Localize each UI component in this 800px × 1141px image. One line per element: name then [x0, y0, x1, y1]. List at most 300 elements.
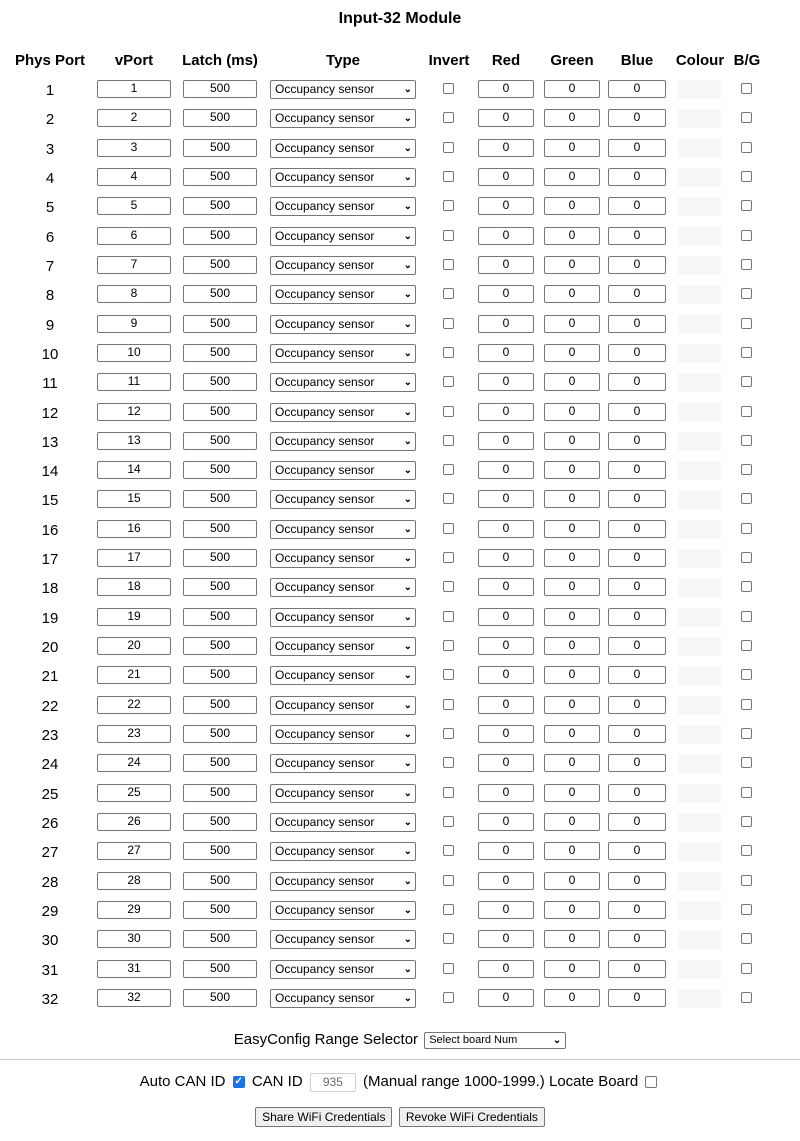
table-row: [0, 840, 800, 869]
latch-input[interactable]: 500: [183, 285, 257, 303]
latch-input[interactable]: 500: [183, 930, 257, 948]
bg-checkbox[interactable]: [741, 288, 752, 299]
red-input[interactable]: 0: [478, 80, 534, 98]
type-select-value: Occupancy sensor: [275, 141, 375, 155]
green-input[interactable]: 0: [544, 901, 600, 919]
blue-input[interactable]: 0: [608, 813, 666, 831]
vport-input[interactable]: 20: [97, 637, 171, 655]
bg-checkbox[interactable]: [741, 699, 752, 710]
vport-input[interactable]: 7: [97, 256, 171, 274]
vport-input[interactable]: 9: [97, 315, 171, 333]
invert-checkbox[interactable]: [443, 963, 454, 974]
header-bg: B/G: [733, 52, 761, 69]
type-select-value: Occupancy sensor: [275, 463, 375, 477]
phys-port-number: 4: [45, 170, 55, 187]
type-select[interactable]: [270, 109, 416, 128]
bg-checkbox[interactable]: [741, 787, 752, 798]
type-select-value: Occupancy sensor: [275, 434, 375, 448]
red-input[interactable]: 0: [478, 227, 534, 245]
blue-input[interactable]: 0: [608, 578, 666, 596]
table-row: [0, 694, 800, 723]
vport-input[interactable]: 24: [97, 754, 171, 772]
bg-checkbox[interactable]: [741, 875, 752, 886]
auto-can-id-checkbox[interactable]: ✓: [234, 1076, 243, 1088]
blue-input[interactable]: 0: [608, 197, 666, 215]
invert-checkbox[interactable]: [443, 728, 454, 739]
vport-input[interactable]: 22: [97, 696, 171, 714]
type-select[interactable]: [270, 520, 416, 539]
invert-checkbox[interactable]: [443, 875, 454, 886]
colour-swatch: [678, 725, 721, 744]
red-input[interactable]: 0: [478, 315, 534, 333]
type-select[interactable]: [270, 754, 416, 773]
red-input[interactable]: 0: [478, 403, 534, 421]
latch-input[interactable]: 500: [183, 784, 257, 802]
green-input[interactable]: 0: [544, 549, 600, 567]
green-input[interactable]: 0: [544, 520, 600, 538]
green-input[interactable]: 0: [544, 285, 600, 303]
type-select[interactable]: [270, 842, 416, 861]
type-select[interactable]: [270, 872, 416, 891]
invert-checkbox[interactable]: [443, 611, 454, 622]
invert-checkbox[interactable]: [443, 318, 454, 329]
red-input[interactable]: 0: [478, 872, 534, 890]
latch-input[interactable]: 500: [183, 168, 257, 186]
bg-checkbox[interactable]: [741, 845, 752, 856]
header-green: Green: [550, 52, 594, 69]
latch-input[interactable]: 500: [183, 813, 257, 831]
type-select[interactable]: [270, 80, 416, 99]
type-select[interactable]: [270, 227, 416, 246]
red-input[interactable]: 0: [478, 549, 534, 567]
green-input[interactable]: 0: [544, 403, 600, 421]
table-row: [0, 987, 800, 1016]
blue-input[interactable]: 0: [608, 930, 666, 948]
blue-input[interactable]: 0: [608, 227, 666, 245]
type-select[interactable]: [270, 490, 416, 509]
easyconfig-range-select[interactable]: [424, 1032, 566, 1049]
latch-input[interactable]: 500: [183, 960, 257, 978]
red-input[interactable]: 0: [478, 256, 534, 274]
red-input[interactable]: 0: [478, 637, 534, 655]
latch-input[interactable]: 500: [183, 256, 257, 274]
latch-input[interactable]: 500: [183, 315, 257, 333]
invert-checkbox[interactable]: [443, 523, 454, 534]
can-id-input[interactable]: 935: [310, 1073, 356, 1092]
type-select-value: Occupancy sensor: [275, 756, 375, 770]
header-type: Type: [326, 52, 360, 69]
blue-input[interactable]: 0: [608, 549, 666, 567]
bg-checkbox[interactable]: [741, 669, 752, 680]
red-input[interactable]: 0: [478, 813, 534, 831]
red-input[interactable]: 0: [478, 197, 534, 215]
latch-input[interactable]: 500: [183, 754, 257, 772]
latch-input[interactable]: 500: [183, 403, 257, 421]
type-select[interactable]: [270, 784, 416, 803]
blue-input[interactable]: 0: [608, 139, 666, 157]
vport-input[interactable]: 12: [97, 403, 171, 421]
type-select[interactable]: [270, 256, 416, 275]
red-input[interactable]: 0: [478, 109, 534, 127]
blue-input[interactable]: 0: [608, 461, 666, 479]
type-select[interactable]: [270, 285, 416, 304]
green-input[interactable]: 0: [544, 696, 600, 714]
invert-checkbox[interactable]: [443, 259, 454, 270]
invert-checkbox[interactable]: [443, 816, 454, 827]
vport-input[interactable]: 3: [97, 139, 171, 157]
vport-input[interactable]: 4: [97, 168, 171, 186]
red-input[interactable]: 0: [478, 461, 534, 479]
bg-checkbox[interactable]: [741, 259, 752, 270]
invert-checkbox[interactable]: [443, 581, 454, 592]
latch-input[interactable]: 500: [183, 637, 257, 655]
table-row: [0, 752, 800, 781]
latch-input[interactable]: 500: [183, 989, 257, 1007]
vport-input[interactable]: 16: [97, 520, 171, 538]
vport-input[interactable]: 28: [97, 872, 171, 890]
invert-checkbox[interactable]: [443, 640, 454, 651]
green-input[interactable]: 0: [544, 80, 600, 98]
chevron-down-icon: ⌄: [403, 641, 412, 652]
green-input[interactable]: 0: [544, 842, 600, 860]
red-input[interactable]: 0: [478, 930, 534, 948]
bg-checkbox[interactable]: [741, 493, 752, 504]
bg-checkbox[interactable]: [741, 112, 752, 123]
green-input[interactable]: 0: [544, 197, 600, 215]
bg-checkbox[interactable]: [741, 523, 752, 534]
table-row: [0, 899, 800, 928]
phys-port-number: 26: [41, 815, 59, 832]
blue-input[interactable]: 0: [608, 168, 666, 186]
invert-checkbox[interactable]: [443, 83, 454, 94]
type-select[interactable]: [270, 637, 416, 656]
type-select[interactable]: [270, 432, 416, 451]
phys-port-number: 18: [41, 580, 59, 597]
header-latch: Latch (ms): [182, 52, 258, 69]
green-input[interactable]: 0: [544, 608, 600, 626]
green-input[interactable]: 0: [544, 256, 600, 274]
bg-checkbox[interactable]: [741, 142, 752, 153]
red-input[interactable]: 0: [478, 901, 534, 919]
type-select[interactable]: [270, 373, 416, 392]
chevron-down-icon: ⌄: [403, 788, 412, 799]
table-row: [0, 723, 800, 752]
latch-input[interactable]: 500: [183, 490, 257, 508]
bg-checkbox[interactable]: [741, 171, 752, 182]
invert-checkbox[interactable]: [443, 376, 454, 387]
type-select-value: Occupancy sensor: [275, 258, 375, 272]
invert-checkbox[interactable]: [443, 787, 454, 798]
blue-input[interactable]: 0: [608, 285, 666, 303]
vport-input[interactable]: 6: [97, 227, 171, 245]
red-input[interactable]: 0: [478, 344, 534, 362]
green-input[interactable]: 0: [544, 666, 600, 684]
latch-input[interactable]: 500: [183, 139, 257, 157]
invert-checkbox[interactable]: [443, 904, 454, 915]
latch-input[interactable]: 500: [183, 80, 257, 98]
red-input[interactable]: 0: [478, 285, 534, 303]
latch-input[interactable]: 500: [183, 461, 257, 479]
latch-input[interactable]: 500: [183, 901, 257, 919]
chevron-down-icon: ⌄: [403, 876, 412, 887]
phys-port-number: 21: [41, 668, 59, 685]
bg-checkbox[interactable]: [741, 230, 752, 241]
blue-input[interactable]: 0: [608, 784, 666, 802]
type-select[interactable]: [270, 461, 416, 480]
table-row: [0, 547, 800, 576]
latch-input[interactable]: 500: [183, 344, 257, 362]
vport-input[interactable]: 30: [97, 930, 171, 948]
red-input[interactable]: 0: [478, 666, 534, 684]
bg-checkbox[interactable]: [741, 611, 752, 622]
type-select[interactable]: [270, 315, 416, 334]
green-input[interactable]: 0: [544, 315, 600, 333]
red-input[interactable]: 0: [478, 784, 534, 802]
red-input[interactable]: 0: [478, 520, 534, 538]
blue-input[interactable]: 0: [608, 403, 666, 421]
green-input[interactable]: 0: [544, 784, 600, 802]
green-input[interactable]: 0: [544, 960, 600, 978]
blue-input[interactable]: 0: [608, 842, 666, 860]
blue-input[interactable]: 0: [608, 490, 666, 508]
invert-checkbox[interactable]: [443, 845, 454, 856]
latch-input[interactable]: 500: [183, 666, 257, 684]
phys-port-number: 23: [41, 727, 59, 744]
latch-input[interactable]: 500: [183, 109, 257, 127]
latch-input[interactable]: 500: [183, 725, 257, 743]
green-input[interactable]: 0: [544, 139, 600, 157]
type-select[interactable]: [270, 344, 416, 363]
red-input[interactable]: 0: [478, 725, 534, 743]
vport-input[interactable]: 8: [97, 285, 171, 303]
bg-checkbox[interactable]: [741, 933, 752, 944]
vport-input[interactable]: 21: [97, 666, 171, 684]
invert-checkbox[interactable]: [443, 493, 454, 504]
latch-input[interactable]: 500: [183, 578, 257, 596]
green-input[interactable]: 0: [544, 432, 600, 450]
red-input[interactable]: 0: [478, 608, 534, 626]
latch-input[interactable]: 500: [183, 197, 257, 215]
bg-checkbox[interactable]: [741, 904, 752, 915]
red-input[interactable]: 0: [478, 139, 534, 157]
invert-checkbox[interactable]: [443, 992, 454, 1003]
invert-checkbox[interactable]: [443, 669, 454, 680]
invert-checkbox[interactable]: [443, 347, 454, 358]
type-select[interactable]: [270, 813, 416, 832]
vport-input[interactable]: 14: [97, 461, 171, 479]
blue-input[interactable]: 0: [608, 666, 666, 684]
vport-input[interactable]: 18: [97, 578, 171, 596]
green-input[interactable]: 0: [544, 754, 600, 772]
invert-checkbox[interactable]: [443, 200, 454, 211]
green-input[interactable]: 0: [544, 168, 600, 186]
bg-checkbox[interactable]: [741, 376, 752, 387]
latch-input[interactable]: 500: [183, 842, 257, 860]
green-input[interactable]: 0: [544, 227, 600, 245]
blue-input[interactable]: 0: [608, 608, 666, 626]
table-row: [0, 870, 800, 899]
type-select[interactable]: [270, 666, 416, 685]
type-select[interactable]: [270, 168, 416, 187]
invert-checkbox[interactable]: [443, 112, 454, 123]
chevron-down-icon: ⌄: [403, 582, 412, 593]
table-row: [0, 576, 800, 605]
latch-input[interactable]: 500: [183, 227, 257, 245]
invert-checkbox[interactable]: [443, 464, 454, 475]
bg-checkbox[interactable]: [741, 318, 752, 329]
type-select[interactable]: [270, 989, 416, 1008]
chevron-down-icon: ⌄: [403, 289, 412, 300]
vport-input[interactable]: 13: [97, 432, 171, 450]
vport-input[interactable]: 5: [97, 197, 171, 215]
phys-port-number: 3: [45, 141, 55, 158]
red-input[interactable]: 0: [478, 842, 534, 860]
blue-input[interactable]: 0: [608, 344, 666, 362]
bg-checkbox[interactable]: [741, 581, 752, 592]
red-input[interactable]: 0: [478, 373, 534, 391]
type-select[interactable]: [270, 930, 416, 949]
latch-input[interactable]: 500: [183, 696, 257, 714]
bg-checkbox[interactable]: [741, 347, 752, 358]
green-input[interactable]: 0: [544, 637, 600, 655]
latch-input[interactable]: 500: [183, 872, 257, 890]
bg-checkbox[interactable]: [741, 816, 752, 827]
green-input[interactable]: 0: [544, 109, 600, 127]
vport-input[interactable]: 10: [97, 344, 171, 362]
green-input[interactable]: 0: [544, 490, 600, 508]
blue-input[interactable]: 0: [608, 637, 666, 655]
revoke-wifi-button[interactable]: Revoke WiFi Credentials: [399, 1107, 545, 1127]
blue-input[interactable]: 0: [608, 901, 666, 919]
bg-checkbox[interactable]: [741, 963, 752, 974]
type-select[interactable]: [270, 608, 416, 627]
blue-input[interactable]: 0: [608, 80, 666, 98]
invert-checkbox[interactable]: [443, 435, 454, 446]
blue-input[interactable]: 0: [608, 520, 666, 538]
vport-input[interactable]: 1: [97, 80, 171, 98]
red-input[interactable]: 0: [478, 989, 534, 1007]
blue-input[interactable]: 0: [608, 754, 666, 772]
vport-input[interactable]: 31: [97, 960, 171, 978]
blue-input[interactable]: 0: [608, 373, 666, 391]
latch-input[interactable]: 500: [183, 432, 257, 450]
red-input[interactable]: 0: [478, 960, 534, 978]
invert-checkbox[interactable]: [443, 552, 454, 563]
blue-input[interactable]: 0: [608, 960, 666, 978]
locate-board-checkbox[interactable]: [645, 1076, 657, 1088]
bg-checkbox[interactable]: [741, 83, 752, 94]
vport-input[interactable]: 26: [97, 813, 171, 831]
vport-input[interactable]: 19: [97, 608, 171, 626]
invert-checkbox[interactable]: [443, 171, 454, 182]
green-input[interactable]: 0: [544, 813, 600, 831]
bg-checkbox[interactable]: [741, 464, 752, 475]
bg-checkbox[interactable]: [741, 640, 752, 651]
red-input[interactable]: 0: [478, 432, 534, 450]
green-input[interactable]: 0: [544, 578, 600, 596]
table-row: [0, 225, 800, 254]
type-select[interactable]: [270, 578, 416, 597]
bg-checkbox[interactable]: [741, 435, 752, 446]
latch-input[interactable]: 500: [183, 549, 257, 567]
type-select[interactable]: [270, 139, 416, 158]
type-select[interactable]: [270, 960, 416, 979]
invert-checkbox[interactable]: [443, 230, 454, 241]
easyconfig-selected-value: Select board Num: [429, 1033, 518, 1046]
chevron-down-icon: ⌄: [403, 201, 412, 212]
bg-checkbox[interactable]: [741, 757, 752, 768]
blue-input[interactable]: 0: [608, 315, 666, 333]
bg-checkbox[interactable]: [741, 992, 752, 1003]
vport-input[interactable]: 27: [97, 842, 171, 860]
vport-input[interactable]: 29: [97, 901, 171, 919]
blue-input[interactable]: 0: [608, 432, 666, 450]
red-input[interactable]: 0: [478, 490, 534, 508]
type-select[interactable]: [270, 696, 416, 715]
vport-input[interactable]: 17: [97, 549, 171, 567]
chevron-down-icon: ⌄: [403, 260, 412, 271]
chevron-down-icon: ⌄: [403, 494, 412, 505]
blue-input[interactable]: 0: [608, 696, 666, 714]
bg-checkbox[interactable]: [741, 200, 752, 211]
type-select[interactable]: [270, 901, 416, 920]
green-input[interactable]: 0: [544, 930, 600, 948]
blue-input[interactable]: 0: [608, 989, 666, 1007]
vport-input[interactable]: 15: [97, 490, 171, 508]
blue-input[interactable]: 0: [608, 256, 666, 274]
share-wifi-button[interactable]: Share WiFi Credentials: [255, 1107, 392, 1127]
blue-input[interactable]: 0: [608, 725, 666, 743]
latch-input[interactable]: 500: [183, 608, 257, 626]
blue-input[interactable]: 0: [608, 109, 666, 127]
green-input[interactable]: 0: [544, 344, 600, 362]
invert-checkbox[interactable]: [443, 288, 454, 299]
bg-checkbox[interactable]: [741, 406, 752, 417]
green-input[interactable]: 0: [544, 872, 600, 890]
vport-input[interactable]: 25: [97, 784, 171, 802]
type-select[interactable]: [270, 403, 416, 422]
green-input[interactable]: 0: [544, 373, 600, 391]
chevron-down-icon: ⌄: [403, 348, 412, 359]
bg-checkbox[interactable]: [741, 728, 752, 739]
green-input[interactable]: 0: [544, 725, 600, 743]
latch-input[interactable]: 500: [183, 373, 257, 391]
chevron-down-icon: ⌄: [403, 172, 412, 183]
invert-checkbox[interactable]: [443, 406, 454, 417]
green-input[interactable]: 0: [544, 989, 600, 1007]
invert-checkbox[interactable]: [443, 699, 454, 710]
colour-swatch: [678, 256, 721, 275]
invert-checkbox[interactable]: [443, 142, 454, 153]
red-input[interactable]: 0: [478, 754, 534, 772]
red-input[interactable]: 0: [478, 168, 534, 186]
vport-input[interactable]: 23: [97, 725, 171, 743]
type-select[interactable]: [270, 549, 416, 568]
red-input[interactable]: 0: [478, 696, 534, 714]
latch-input[interactable]: 500: [183, 520, 257, 538]
vport-input[interactable]: 11: [97, 373, 171, 391]
bg-checkbox[interactable]: [741, 552, 752, 563]
type-select[interactable]: [270, 197, 416, 216]
type-select[interactable]: [270, 725, 416, 744]
invert-checkbox[interactable]: [443, 933, 454, 944]
vport-input[interactable]: 32: [97, 989, 171, 1007]
blue-input[interactable]: 0: [608, 872, 666, 890]
vport-input[interactable]: 2: [97, 109, 171, 127]
green-input[interactable]: 0: [544, 461, 600, 479]
invert-checkbox[interactable]: [443, 757, 454, 768]
red-input[interactable]: 0: [478, 578, 534, 596]
